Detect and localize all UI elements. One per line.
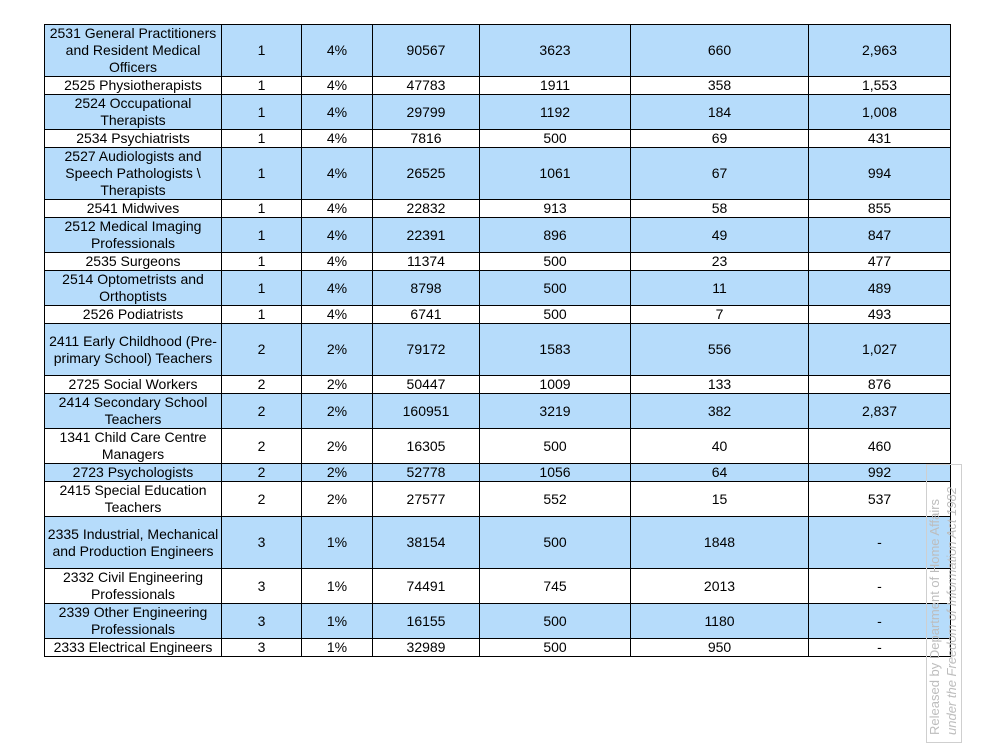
value-b-cell: 3219: [480, 394, 631, 429]
value-b-cell: 896: [480, 218, 631, 253]
band-cell: 3: [222, 517, 302, 569]
percent-cell: 2%: [302, 394, 373, 429]
value-a-cell: 22391: [373, 218, 480, 253]
table-row: [45, 271, 951, 306]
value-d-cell: 992: [809, 464, 951, 482]
occupation-cell: 2333 Electrical Engineers: [45, 639, 222, 657]
value-a-cell: 29799: [373, 95, 480, 130]
value-d-cell: -: [809, 639, 951, 657]
percent-cell: 1%: [302, 604, 373, 639]
value-b-cell: 3623: [480, 25, 631, 77]
percent-cell: 2%: [302, 324, 373, 376]
occupation-cell: 2339 Other Engineering Professionals: [45, 604, 222, 639]
value-c-cell: 40: [631, 429, 809, 464]
table-row: [45, 569, 951, 604]
occupation-cell: 2723 Psychologists: [45, 464, 222, 482]
watermark-line-1: Released by Department of Home Affairs: [927, 498, 942, 735]
table-row: [45, 130, 951, 148]
value-c-cell: 7: [631, 306, 809, 324]
occupation-cell: 2526 Podiatrists: [45, 306, 222, 324]
percent-cell: 1%: [302, 517, 373, 569]
percent-cell: 4%: [302, 271, 373, 306]
table-row: [45, 218, 951, 253]
occupation-cell: 2535 Surgeons: [45, 253, 222, 271]
value-d-cell: 431: [809, 130, 951, 148]
table-row: [45, 306, 951, 324]
table-row: [45, 200, 951, 218]
value-c-cell: 1180: [631, 604, 809, 639]
value-b-cell: 552: [480, 482, 631, 517]
value-d-cell: 1,008: [809, 95, 951, 130]
table-body: [45, 25, 951, 657]
value-b-cell: 1009: [480, 376, 631, 394]
value-c-cell: 2013: [631, 569, 809, 604]
occupation-cell: 2534 Psychiatrists: [45, 130, 222, 148]
foi-release-watermark: [926, 464, 962, 743]
band-cell: 3: [222, 639, 302, 657]
value-c-cell: 64: [631, 464, 809, 482]
value-b-cell: 500: [480, 253, 631, 271]
value-a-cell: 32989: [373, 639, 480, 657]
band-cell: 2: [222, 464, 302, 482]
table-row: [45, 148, 951, 200]
value-d-cell: 1,027: [809, 324, 951, 376]
value-b-cell: 500: [480, 429, 631, 464]
value-d-cell: 477: [809, 253, 951, 271]
table-row: [45, 604, 951, 639]
value-c-cell: 184: [631, 95, 809, 130]
value-a-cell: 47783: [373, 77, 480, 95]
value-d-cell: 876: [809, 376, 951, 394]
table-row: [45, 376, 951, 394]
occupation-cell: 2524 Occupational Therapists: [45, 95, 222, 130]
value-a-cell: 26525: [373, 148, 480, 200]
occupation-cell: 2725 Social Workers: [45, 376, 222, 394]
band-cell: 1: [222, 200, 302, 218]
value-c-cell: 11: [631, 271, 809, 306]
value-b-cell: 1911: [480, 77, 631, 95]
table-row: [45, 482, 951, 517]
value-c-cell: 49: [631, 218, 809, 253]
percent-cell: 4%: [302, 130, 373, 148]
value-b-cell: 500: [480, 604, 631, 639]
percent-cell: 4%: [302, 95, 373, 130]
value-d-cell: 2,963: [809, 25, 951, 77]
value-c-cell: 133: [631, 376, 809, 394]
watermark-text: [926, 458, 962, 741]
value-b-cell: 1192: [480, 95, 631, 130]
occupation-cell: 2415 Special Education Teachers: [45, 482, 222, 517]
table-row: [45, 25, 951, 77]
value-a-cell: 160951: [373, 394, 480, 429]
value-d-cell: 1,553: [809, 77, 951, 95]
table-row: [45, 77, 951, 95]
table-row: [45, 639, 951, 657]
percent-cell: 4%: [302, 77, 373, 95]
band-cell: 1: [222, 306, 302, 324]
value-b-cell: 500: [480, 130, 631, 148]
percent-cell: 2%: [302, 482, 373, 517]
table-row: [45, 394, 951, 429]
band-cell: 2: [222, 429, 302, 464]
percent-cell: 4%: [302, 218, 373, 253]
percent-cell: 4%: [302, 200, 373, 218]
value-d-cell: 994: [809, 148, 951, 200]
value-b-cell: 1056: [480, 464, 631, 482]
value-a-cell: 7816: [373, 130, 480, 148]
value-a-cell: 6741: [373, 306, 480, 324]
percent-cell: 1%: [302, 569, 373, 604]
band-cell: 1: [222, 271, 302, 306]
value-a-cell: 8798: [373, 271, 480, 306]
value-d-cell: 489: [809, 271, 951, 306]
value-c-cell: 556: [631, 324, 809, 376]
occupation-cell: 2332 Civil Engineering Professionals: [45, 569, 222, 604]
value-b-cell: 500: [480, 639, 631, 657]
occupation-cell: 2525 Physiotherapists: [45, 77, 222, 95]
table-row: [45, 253, 951, 271]
value-c-cell: 950: [631, 639, 809, 657]
occupation-cell: 2411 Early Childhood (Pre-primary School) Teachers: [45, 324, 222, 376]
percent-cell: 4%: [302, 306, 373, 324]
value-c-cell: 1848: [631, 517, 809, 569]
value-a-cell: 38154: [373, 517, 480, 569]
value-d-cell: -: [809, 604, 951, 639]
band-cell: 2: [222, 482, 302, 517]
value-c-cell: 23: [631, 253, 809, 271]
watermark-line-2: under the Freedom of Information Act 1982: [944, 486, 959, 735]
value-a-cell: 74491: [373, 569, 480, 604]
value-b-cell: 1583: [480, 324, 631, 376]
occupation-cell: 2512 Medical Imaging Professionals: [45, 218, 222, 253]
value-c-cell: 15: [631, 482, 809, 517]
value-a-cell: 50447: [373, 376, 480, 394]
band-cell: 1: [222, 95, 302, 130]
value-b-cell: 500: [480, 271, 631, 306]
percent-cell: 1%: [302, 639, 373, 657]
band-cell: 1: [222, 130, 302, 148]
value-d-cell: 855: [809, 200, 951, 218]
band-cell: 2: [222, 324, 302, 376]
occupation-cell: 1341 Child Care Centre Managers: [45, 429, 222, 464]
table-row: [45, 464, 951, 482]
value-c-cell: 358: [631, 77, 809, 95]
value-a-cell: 16305: [373, 429, 480, 464]
occupation-cell: 2541 Midwives: [45, 200, 222, 218]
percent-cell: 4%: [302, 253, 373, 271]
value-b-cell: 1061: [480, 148, 631, 200]
occupation-cell: 2527 Audiologists and Speech Pathologists \ Therapists: [45, 148, 222, 200]
value-d-cell: 2,837: [809, 394, 951, 429]
value-a-cell: 11374: [373, 253, 480, 271]
value-d-cell: -: [809, 517, 951, 569]
occupation-cell: 2335 Industrial, Mechanical and Production Engineers: [45, 517, 222, 569]
occupation-cell: 2414 Secondary School Teachers: [45, 394, 222, 429]
value-c-cell: 382: [631, 394, 809, 429]
value-c-cell: 660: [631, 25, 809, 77]
value-a-cell: 52778: [373, 464, 480, 482]
band-cell: 3: [222, 604, 302, 639]
band-cell: 1: [222, 218, 302, 253]
band-cell: 1: [222, 25, 302, 77]
value-b-cell: 500: [480, 517, 631, 569]
percent-cell: 4%: [302, 25, 373, 77]
value-a-cell: 90567: [373, 25, 480, 77]
value-b-cell: 500: [480, 306, 631, 324]
percent-cell: 2%: [302, 376, 373, 394]
value-d-cell: 460: [809, 429, 951, 464]
occupation-data-table: [44, 24, 951, 657]
percent-cell: 2%: [302, 464, 373, 482]
table-row: [45, 324, 951, 376]
band-cell: 3: [222, 569, 302, 604]
band-cell: 1: [222, 253, 302, 271]
band-cell: 1: [222, 148, 302, 200]
value-d-cell: 493: [809, 306, 951, 324]
value-d-cell: 847: [809, 218, 951, 253]
value-c-cell: 69: [631, 130, 809, 148]
value-a-cell: 16155: [373, 604, 480, 639]
occupation-cell: 2531 General Practitioners and Resident Medical Officers: [45, 25, 222, 77]
value-c-cell: 58: [631, 200, 809, 218]
table-row: [45, 517, 951, 569]
value-a-cell: 79172: [373, 324, 480, 376]
table-row: [45, 95, 951, 130]
band-cell: 1: [222, 77, 302, 95]
percent-cell: 4%: [302, 148, 373, 200]
value-d-cell: -: [809, 569, 951, 604]
value-a-cell: 27577: [373, 482, 480, 517]
value-b-cell: 745: [480, 569, 631, 604]
occupation-cell: 2514 Optometrists and Orthoptists: [45, 271, 222, 306]
percent-cell: 2%: [302, 429, 373, 464]
table-row: [45, 429, 951, 464]
band-cell: 2: [222, 376, 302, 394]
value-c-cell: 67: [631, 148, 809, 200]
band-cell: 2: [222, 394, 302, 429]
value-d-cell: 537: [809, 482, 951, 517]
value-b-cell: 913: [480, 200, 631, 218]
value-a-cell: 22832: [373, 200, 480, 218]
